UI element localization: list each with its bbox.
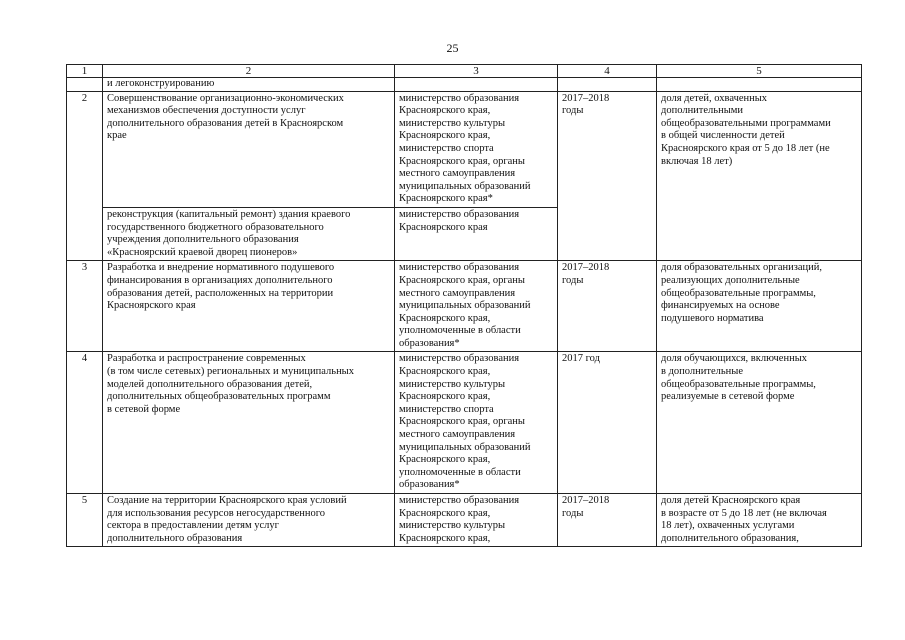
text-line: образования* xyxy=(399,479,460,491)
measure-cell xyxy=(103,91,395,207)
text-line: включая 18 лет) xyxy=(661,155,733,167)
text-line: уполномоченные в области xyxy=(399,466,521,478)
text-line: 2017–2018 xyxy=(562,495,610,506)
text-line: моделей дополнительного образования детей, xyxy=(107,378,313,390)
responsible-cell xyxy=(395,91,558,207)
text-line: образования детей, расположенных на территории xyxy=(107,287,334,299)
text-line: министерство культуры xyxy=(399,520,506,532)
text-line: 2017–2018 xyxy=(562,92,610,104)
measure-cell xyxy=(103,261,395,352)
text-line: министерство культуры xyxy=(399,117,506,129)
measure-cell xyxy=(103,494,395,547)
text-line: Красноярского края, органы xyxy=(399,416,525,428)
responsible-cell xyxy=(395,261,558,352)
text-line: местного самоуправления xyxy=(399,168,516,180)
text-line: Красноярского края, xyxy=(399,366,491,378)
text-line: Разработка и внедрение нормативного подушевого xyxy=(107,262,335,274)
text-line: уполномоченные в области xyxy=(399,325,521,337)
page-number: 25 xyxy=(446,41,459,55)
text-line: Создание на территории Красноярского края условий xyxy=(107,495,347,506)
text-line: дополнительными xyxy=(661,105,744,117)
text-line: 2017–2018 xyxy=(562,262,610,274)
sub-measure-cell xyxy=(103,207,395,260)
text-line: в общей численности детей xyxy=(661,130,785,142)
text-line: учреждения дополнительного образования xyxy=(107,234,299,246)
table-row xyxy=(67,261,862,352)
text-line: муниципальных образований xyxy=(399,441,531,453)
indicator-cell xyxy=(657,494,862,547)
text-line: образования* xyxy=(399,337,460,349)
text-line: Красноярского края, органы xyxy=(399,155,525,167)
text-line: Совершенствование организационно-экономических xyxy=(107,92,344,104)
continuation-text: и легоконструированию xyxy=(103,78,395,92)
period-cell xyxy=(558,494,657,547)
text-line: Красноярского края, xyxy=(399,454,491,466)
text-line: общеобразовательные программы, xyxy=(661,287,816,299)
period-cell xyxy=(558,352,657,494)
text-line: министерство спорта xyxy=(399,403,494,415)
text-line: Красноярского края xyxy=(399,221,488,233)
text-line: подушевого норматива xyxy=(661,312,764,324)
text-line: крае xyxy=(107,130,127,142)
text-line: доля обучающихся, включенных xyxy=(661,353,807,365)
text-line: годы xyxy=(562,274,584,286)
text-line: государственного бюджетного образовательного xyxy=(107,221,324,233)
header-cell: 5 xyxy=(657,65,862,78)
text-line: финансируемых на основе xyxy=(661,300,780,312)
row-number: 2 xyxy=(67,91,103,261)
text-line: министерство образования xyxy=(399,262,520,274)
text-line: в сетевой форме xyxy=(107,403,181,415)
continuation-row xyxy=(67,78,862,92)
text-line: муниципальных образований xyxy=(399,180,531,192)
text-line: министерство спорта xyxy=(399,142,494,154)
text-line: 2017 год xyxy=(562,353,600,365)
text-line: сектора в предоставлении детям услуг xyxy=(107,520,279,532)
text-line: Красноярского края, xyxy=(399,532,491,544)
text-line: реконструкция (капитальный ремонт) здания краевого xyxy=(107,208,351,220)
text-line: Красноярского края, xyxy=(399,507,491,519)
table-row xyxy=(67,91,862,207)
text-line: доля детей Красноярского края xyxy=(661,495,801,506)
text-line: министерство образования xyxy=(399,92,520,104)
text-line: доля детей, охваченных xyxy=(661,92,768,104)
header-cell: 3 xyxy=(395,65,558,78)
table-row xyxy=(67,494,862,547)
text-line: механизмов обеспечения доступности услуг xyxy=(107,105,306,117)
sub-responsible-cell xyxy=(395,207,558,260)
text-line: в дополнительные xyxy=(661,366,743,378)
text-line: (в том числе сетевых) региональных и муниципальных xyxy=(107,366,354,378)
text-line: Красноярского края, xyxy=(399,391,491,403)
header-cell: 4 xyxy=(558,65,657,78)
indicator-cell xyxy=(657,261,862,352)
table-header-row xyxy=(67,65,862,78)
responsible-cell xyxy=(395,494,558,547)
text-line: министерство культуры xyxy=(399,378,506,390)
text-line: министерство образования xyxy=(399,208,520,220)
measure-cell xyxy=(103,352,395,494)
period-cell xyxy=(558,261,657,352)
text-line: дополнительного образования детей в Красноярском xyxy=(107,117,344,129)
text-line: годы xyxy=(562,105,584,117)
text-line: Красноярского края, xyxy=(399,105,491,117)
text-line: годы xyxy=(562,507,584,519)
text-line: доля образовательных организаций, xyxy=(661,262,823,274)
text-line: в возрасте от 5 до 18 лет (не включая xyxy=(661,507,827,519)
indicator-cell xyxy=(657,91,862,261)
text-line: финансирования в организациях дополнительного xyxy=(107,274,333,286)
text-line: министерство образования xyxy=(399,495,520,506)
text-line: дополнительного образования xyxy=(107,532,243,544)
text-line: дополнительных общеобразовательных программ xyxy=(107,391,331,403)
text-line: 18 лет), охваченных услугами xyxy=(661,520,795,532)
text-line: дополнительного образования, xyxy=(661,532,799,544)
indicator-cell xyxy=(657,352,862,494)
text-line: министерство образования xyxy=(399,353,520,365)
text-line: местного самоуправления xyxy=(399,287,516,299)
program-table xyxy=(66,64,862,547)
text-line: Красноярского края, xyxy=(399,130,491,142)
period-cell xyxy=(558,91,657,261)
text-line: «Красноярский краевой дворец пионеров» xyxy=(107,246,298,258)
text-line: Красноярского края* xyxy=(399,193,493,205)
row-number: 3 xyxy=(67,261,103,352)
text-line: местного самоуправления xyxy=(399,429,516,441)
text-line: муниципальных образований xyxy=(399,300,531,312)
header-cell: 1 xyxy=(67,65,103,78)
text-line: общеобразовательными программами xyxy=(661,117,831,129)
row-number: 5 xyxy=(67,494,103,547)
text-line: реализующих дополнительные xyxy=(661,274,800,286)
text-line: Разработка и распространение современных xyxy=(107,353,306,365)
responsible-cell xyxy=(395,352,558,494)
header-cell: 2 xyxy=(103,65,395,78)
table-row xyxy=(67,352,862,494)
text-line: общеобразовательные программы, xyxy=(661,378,816,390)
text-line: Красноярского края xyxy=(107,300,196,312)
text-line: реализуемые в сетевой форме xyxy=(661,391,795,403)
row-number: 4 xyxy=(67,352,103,494)
text-line: Красноярского края, xyxy=(399,312,491,324)
text-line: Красноярского края, органы xyxy=(399,274,525,286)
text-line: для использования ресурсов негосударственного xyxy=(107,507,326,519)
text-line: Красноярского края от 5 до 18 лет (не xyxy=(661,142,830,154)
